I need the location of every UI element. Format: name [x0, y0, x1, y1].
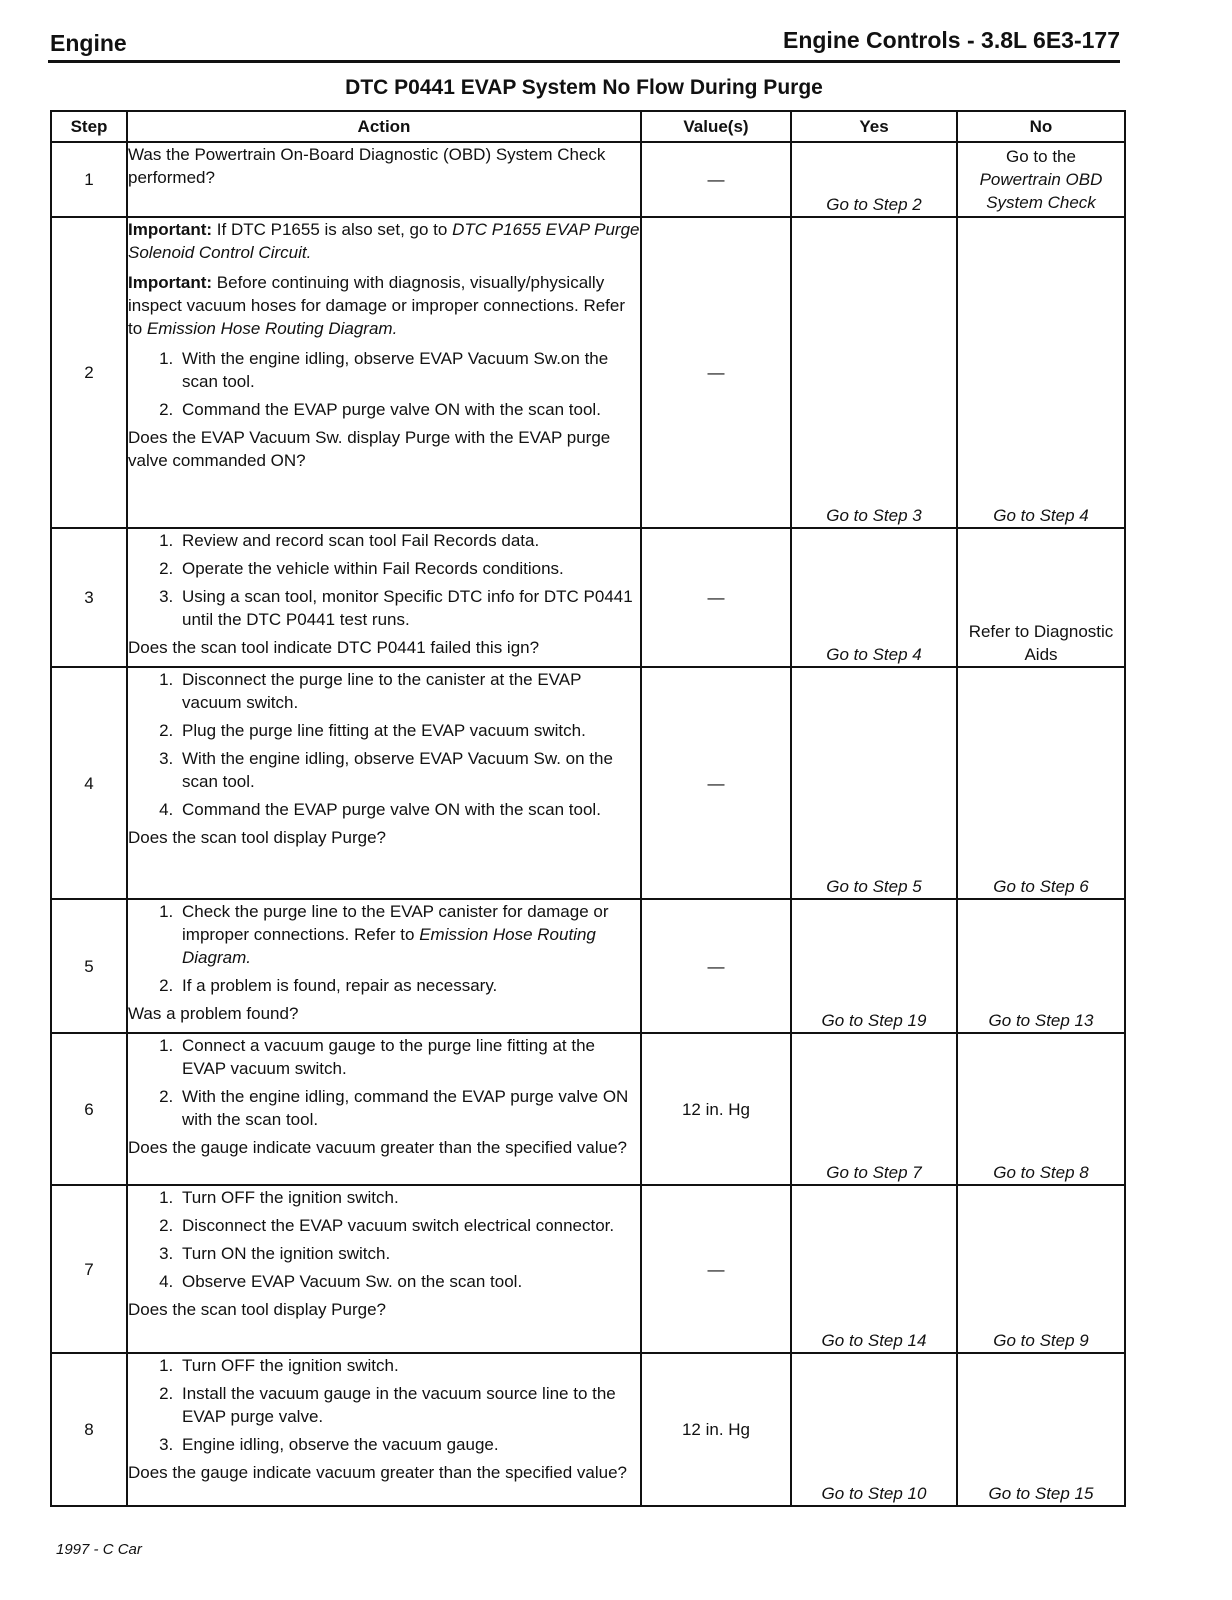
yes-cell: Go to Step 4 — [791, 528, 957, 667]
important-text: If DTC P1655 is also set, go to — [216, 220, 448, 239]
action-cell — [127, 1353, 641, 1506]
action-step: 1. Review and record scan tool Fail Records data. — [178, 529, 640, 552]
action-steps — [128, 668, 640, 821]
header-step: Step — [51, 111, 127, 142]
value-cell: 12 in. Hg — [641, 1033, 791, 1185]
no-cell: Go to Step 15 — [957, 1353, 1125, 1506]
table-row — [51, 217, 1125, 528]
action-step: 2. With the engine idling, command the EVAP purge valve ON with the scan tool. — [178, 1085, 640, 1131]
action-question: Does the EVAP Vacuum Sw. display Purge with the EVAP purge valve commanded ON? — [128, 428, 611, 470]
header-yes: Yes — [791, 111, 957, 142]
value-cell: — — [641, 528, 791, 667]
diagnostic-table — [50, 110, 1126, 1507]
action-steps — [128, 1186, 640, 1293]
no-cell: Go to Step 4 — [957, 217, 1125, 528]
action-question: Does the scan tool indicate DTC P0441 failed this ign? — [128, 638, 540, 657]
action-cell — [127, 1185, 641, 1353]
no-cell: Go to Step 13 — [957, 899, 1125, 1033]
action-step: 4. Command the EVAP purge valve ON with the scan tool. — [178, 798, 640, 821]
action-step: 1. Turn OFF the ignition switch. — [178, 1354, 640, 1377]
action-question: Was a problem found? — [128, 1004, 299, 1023]
no-cell — [957, 142, 1125, 217]
header-values: Value(s) — [641, 111, 791, 142]
table-row — [51, 1353, 1125, 1506]
yes-cell: Go to Step 14 — [791, 1185, 957, 1353]
value-cell: — — [641, 142, 791, 217]
yes-cell: Go to Step 2 — [791, 142, 957, 217]
no-cell: Go to Step 6 — [957, 667, 1125, 899]
action-step: 2. Install the vacuum gauge in the vacuum source line to the EVAP purge valve. — [178, 1382, 640, 1428]
no-cell: Go to Step 8 — [957, 1033, 1125, 1185]
action-step-reference: Emission Hose Routing Diagram. — [182, 925, 596, 967]
step-number: 5 — [51, 899, 127, 1033]
action-step: 2. Disconnect the EVAP vacuum switch electrical connector. — [178, 1214, 640, 1237]
action-step: 1. Connect a vacuum gauge to the purge line fitting at the EVAP vacuum switch. — [178, 1034, 640, 1080]
table-header-row — [51, 111, 1125, 142]
yes-cell: Go to Step 10 — [791, 1353, 957, 1506]
action-step: 4. Observe EVAP Vacuum Sw. on the scan tool. — [178, 1270, 640, 1293]
yes-cell: Go to Step 19 — [791, 899, 957, 1033]
action-step-text: Check the purge line to the EVAP canister for damage or improper connections. Refer to — [182, 902, 609, 944]
important-reference: Emission Hose Routing Diagram. — [146, 319, 398, 338]
action-steps — [128, 529, 640, 631]
action-step: 2. Command the EVAP purge valve ON with the scan tool. — [178, 398, 640, 421]
important-text: Before continuing with diagnosis, visually/physically inspect vacuum hoses for damage or improper connections. Refer to — [128, 273, 626, 338]
step-number: 8 — [51, 1353, 127, 1506]
yes-cell: Go to Step 5 — [791, 667, 957, 899]
no-line-1: Go to the — [1006, 147, 1076, 166]
header-no: No — [957, 111, 1125, 142]
action-question: Was the Powertrain On-Board Diagnostic (OBD) System Check performed? — [128, 145, 606, 187]
action-cell — [127, 899, 641, 1033]
action-step: 1. Turn OFF the ignition switch. — [178, 1186, 640, 1209]
action-steps — [128, 1354, 640, 1456]
header-action: Action — [127, 111, 641, 142]
action-step: 3. Using a scan tool, monitor Specific DTC info for DTC P0441 until the DTC P0441 test runs. — [178, 585, 640, 631]
action-steps — [128, 900, 640, 997]
action-question: Does the gauge indicate vacuum greater than the specified value? — [128, 1463, 627, 1482]
step-number: 4 — [51, 667, 127, 899]
important-label: Important: — [128, 220, 213, 239]
action-step — [178, 900, 640, 969]
value-cell: — — [641, 1185, 791, 1353]
action-step: 3. With the engine idling, observe EVAP Vacuum Sw. on the scan tool. — [178, 747, 640, 793]
action-steps — [128, 1034, 640, 1131]
important-label: Important: — [128, 273, 213, 292]
step-number: 1 — [51, 142, 127, 217]
table-row — [51, 899, 1125, 1033]
no-line-2: Powertrain OBD System Check — [979, 170, 1103, 212]
value-cell: — — [641, 899, 791, 1033]
action-question: Does the scan tool display Purge? — [128, 828, 386, 847]
action-question: Does the scan tool display Purge? — [128, 1300, 386, 1319]
action-cell — [127, 528, 641, 667]
important-reference: DTC P1655 EVAP Purge Solenoid Control Circuit. — [128, 220, 640, 262]
action-cell — [127, 217, 641, 528]
action-step: 1. With the engine idling, observe EVAP Vacuum Sw.on the scan tool. — [178, 347, 640, 393]
action-cell — [127, 667, 641, 899]
action-step: 2. If a problem is found, repair as necessary. — [178, 974, 640, 997]
step-number: 2 — [51, 217, 127, 528]
header-rule — [48, 60, 1120, 63]
yes-cell: Go to Step 7 — [791, 1033, 957, 1185]
action-steps — [128, 347, 640, 421]
action-step: 3. Engine idling, observe the vacuum gauge. — [178, 1433, 640, 1456]
section-title: Engine — [50, 30, 127, 56]
important-note — [128, 271, 640, 340]
value-cell: — — [641, 217, 791, 528]
action-step: 2. Operate the vehicle within Fail Records conditions. — [178, 557, 640, 580]
step-number: 3 — [51, 528, 127, 667]
value-cell: — — [641, 667, 791, 899]
action-question: Does the gauge indicate vacuum greater than the specified value? — [128, 1138, 627, 1157]
step-number: 6 — [51, 1033, 127, 1185]
no-cell: Refer to Diagnostic Aids — [957, 528, 1125, 667]
important-note — [128, 218, 640, 264]
step-number: 7 — [51, 1185, 127, 1353]
action-cell — [127, 1033, 641, 1185]
table-row — [51, 1185, 1125, 1353]
no-cell: Go to Step 9 — [957, 1185, 1125, 1353]
value-cell: 12 in. Hg — [641, 1353, 791, 1506]
table-row — [51, 667, 1125, 899]
table-title: DTC P0441 EVAP System No Flow During Purge — [345, 76, 823, 99]
table-row — [51, 528, 1125, 667]
table-row — [51, 142, 1125, 217]
table-row — [51, 1033, 1125, 1185]
action-step: 1. Disconnect the purge line to the canister at the EVAP vacuum switch. — [178, 668, 640, 714]
yes-cell: Go to Step 3 — [791, 217, 957, 528]
page-reference: Engine Controls - 3.8L 6E3-177 — [782, 27, 1120, 53]
page-footer: 1997 - C Car — [56, 1541, 142, 1558]
action-step: 2. Plug the purge line fitting at the EVAP vacuum switch. — [178, 719, 640, 742]
action-cell — [127, 142, 641, 217]
action-step: 3. Turn ON the ignition switch. — [178, 1242, 640, 1265]
